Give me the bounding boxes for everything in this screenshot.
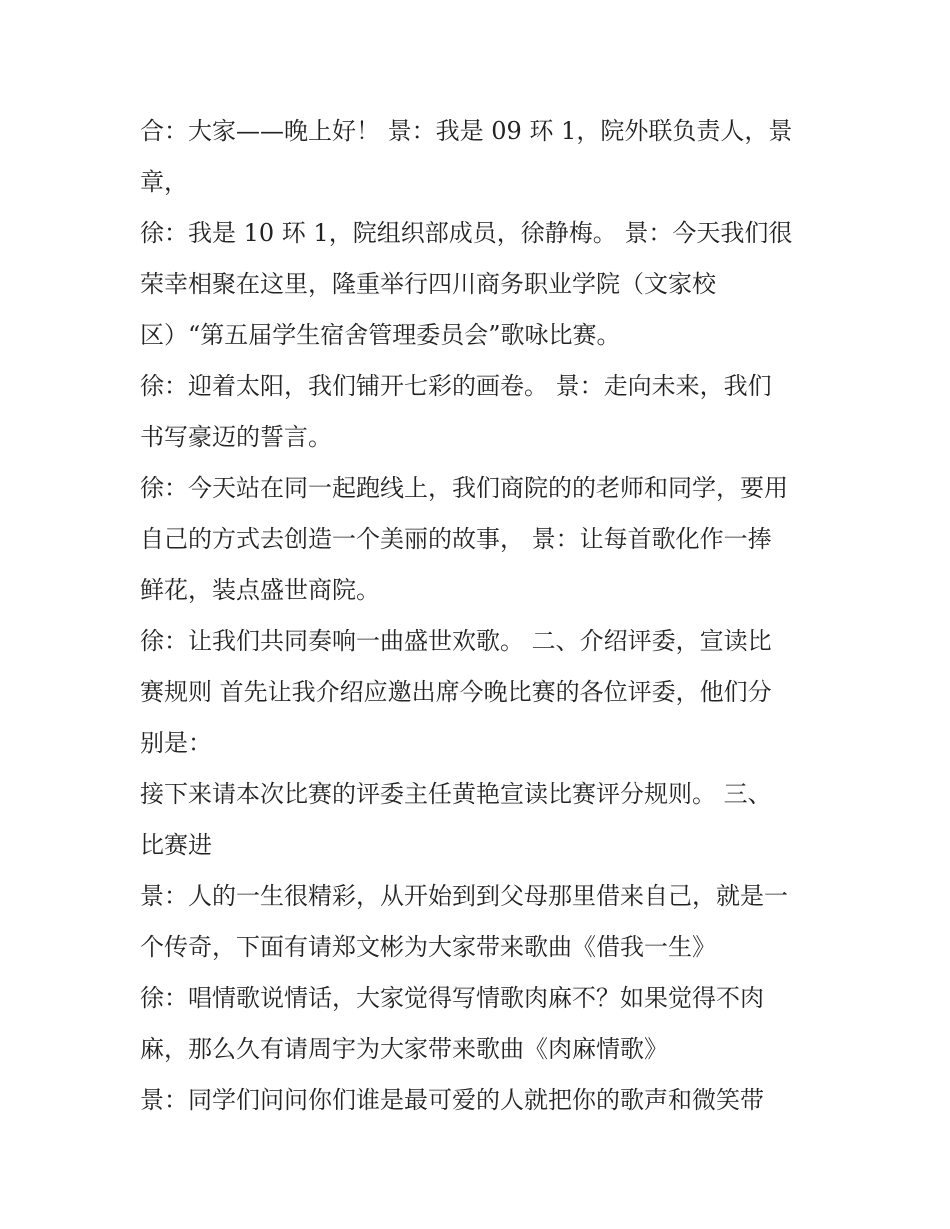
- text-line: 自己的方式去创造一个美丽的故事， 景：让每首歌化作一捧: [140, 525, 772, 553]
- text-line: 个传奇，下面有请郑文彬为大家带来歌曲《借我一生》: [140, 933, 716, 961]
- text-line: 比赛进: [140, 831, 212, 859]
- script-text: [140, 106, 830, 1126]
- text-line: 书写豪迈的誓言。: [140, 423, 332, 451]
- text-line: 景：同学们问问你们谁是最可爱的人就把你的歌声和微笑带: [140, 1086, 764, 1114]
- text-line: 麻，那么久有请周宇为大家带来歌曲《肉麻情歌》: [140, 1035, 668, 1063]
- text-line: 徐：今天站在同一起跑线上，我们商院的的老师和同学，要用: [140, 474, 788, 502]
- text-line: 接下来请本次比赛的评委主任黄艳宣读比赛评分规则。 三、: [140, 780, 772, 808]
- text-line: 徐：迎着太阳，我们铺开七彩的画卷。 景：走向未来，我们: [140, 372, 772, 400]
- text-line: 鲜花，装点盛世商院。: [140, 576, 380, 604]
- text-line: 徐：唱情歌说情话，大家觉得写情歌肉麻不？如果觉得不肉: [140, 984, 764, 1012]
- text-line: 荣幸相聚在这里，隆重举行四川商务职业学院（文家校: [140, 270, 716, 298]
- text-line: 区）“第五届学生宿舍管理委员会”歌咏比赛。: [140, 321, 621, 349]
- text-line: 赛规则 首先让我介绍应邀出席今晚比赛的各位评委，他们分: [140, 678, 772, 706]
- text-line: 徐：我是 10 环 1，院组织部成员，徐静梅。 景：今天我们很: [140, 219, 793, 247]
- text-line: 章，: [140, 168, 188, 196]
- text-line: 景：人的一生很精彩，从开始到到父母那里借来自己，就是一: [140, 882, 788, 910]
- text-line: 合：大家——晚上好！ 景：我是 09 环 1，院外联负责人，景: [140, 117, 793, 145]
- text-line: 别是：: [140, 729, 212, 757]
- text-line: 徐：让我们共同奏响一曲盛世欢歌。 二、介绍评委，宣读比: [140, 627, 772, 655]
